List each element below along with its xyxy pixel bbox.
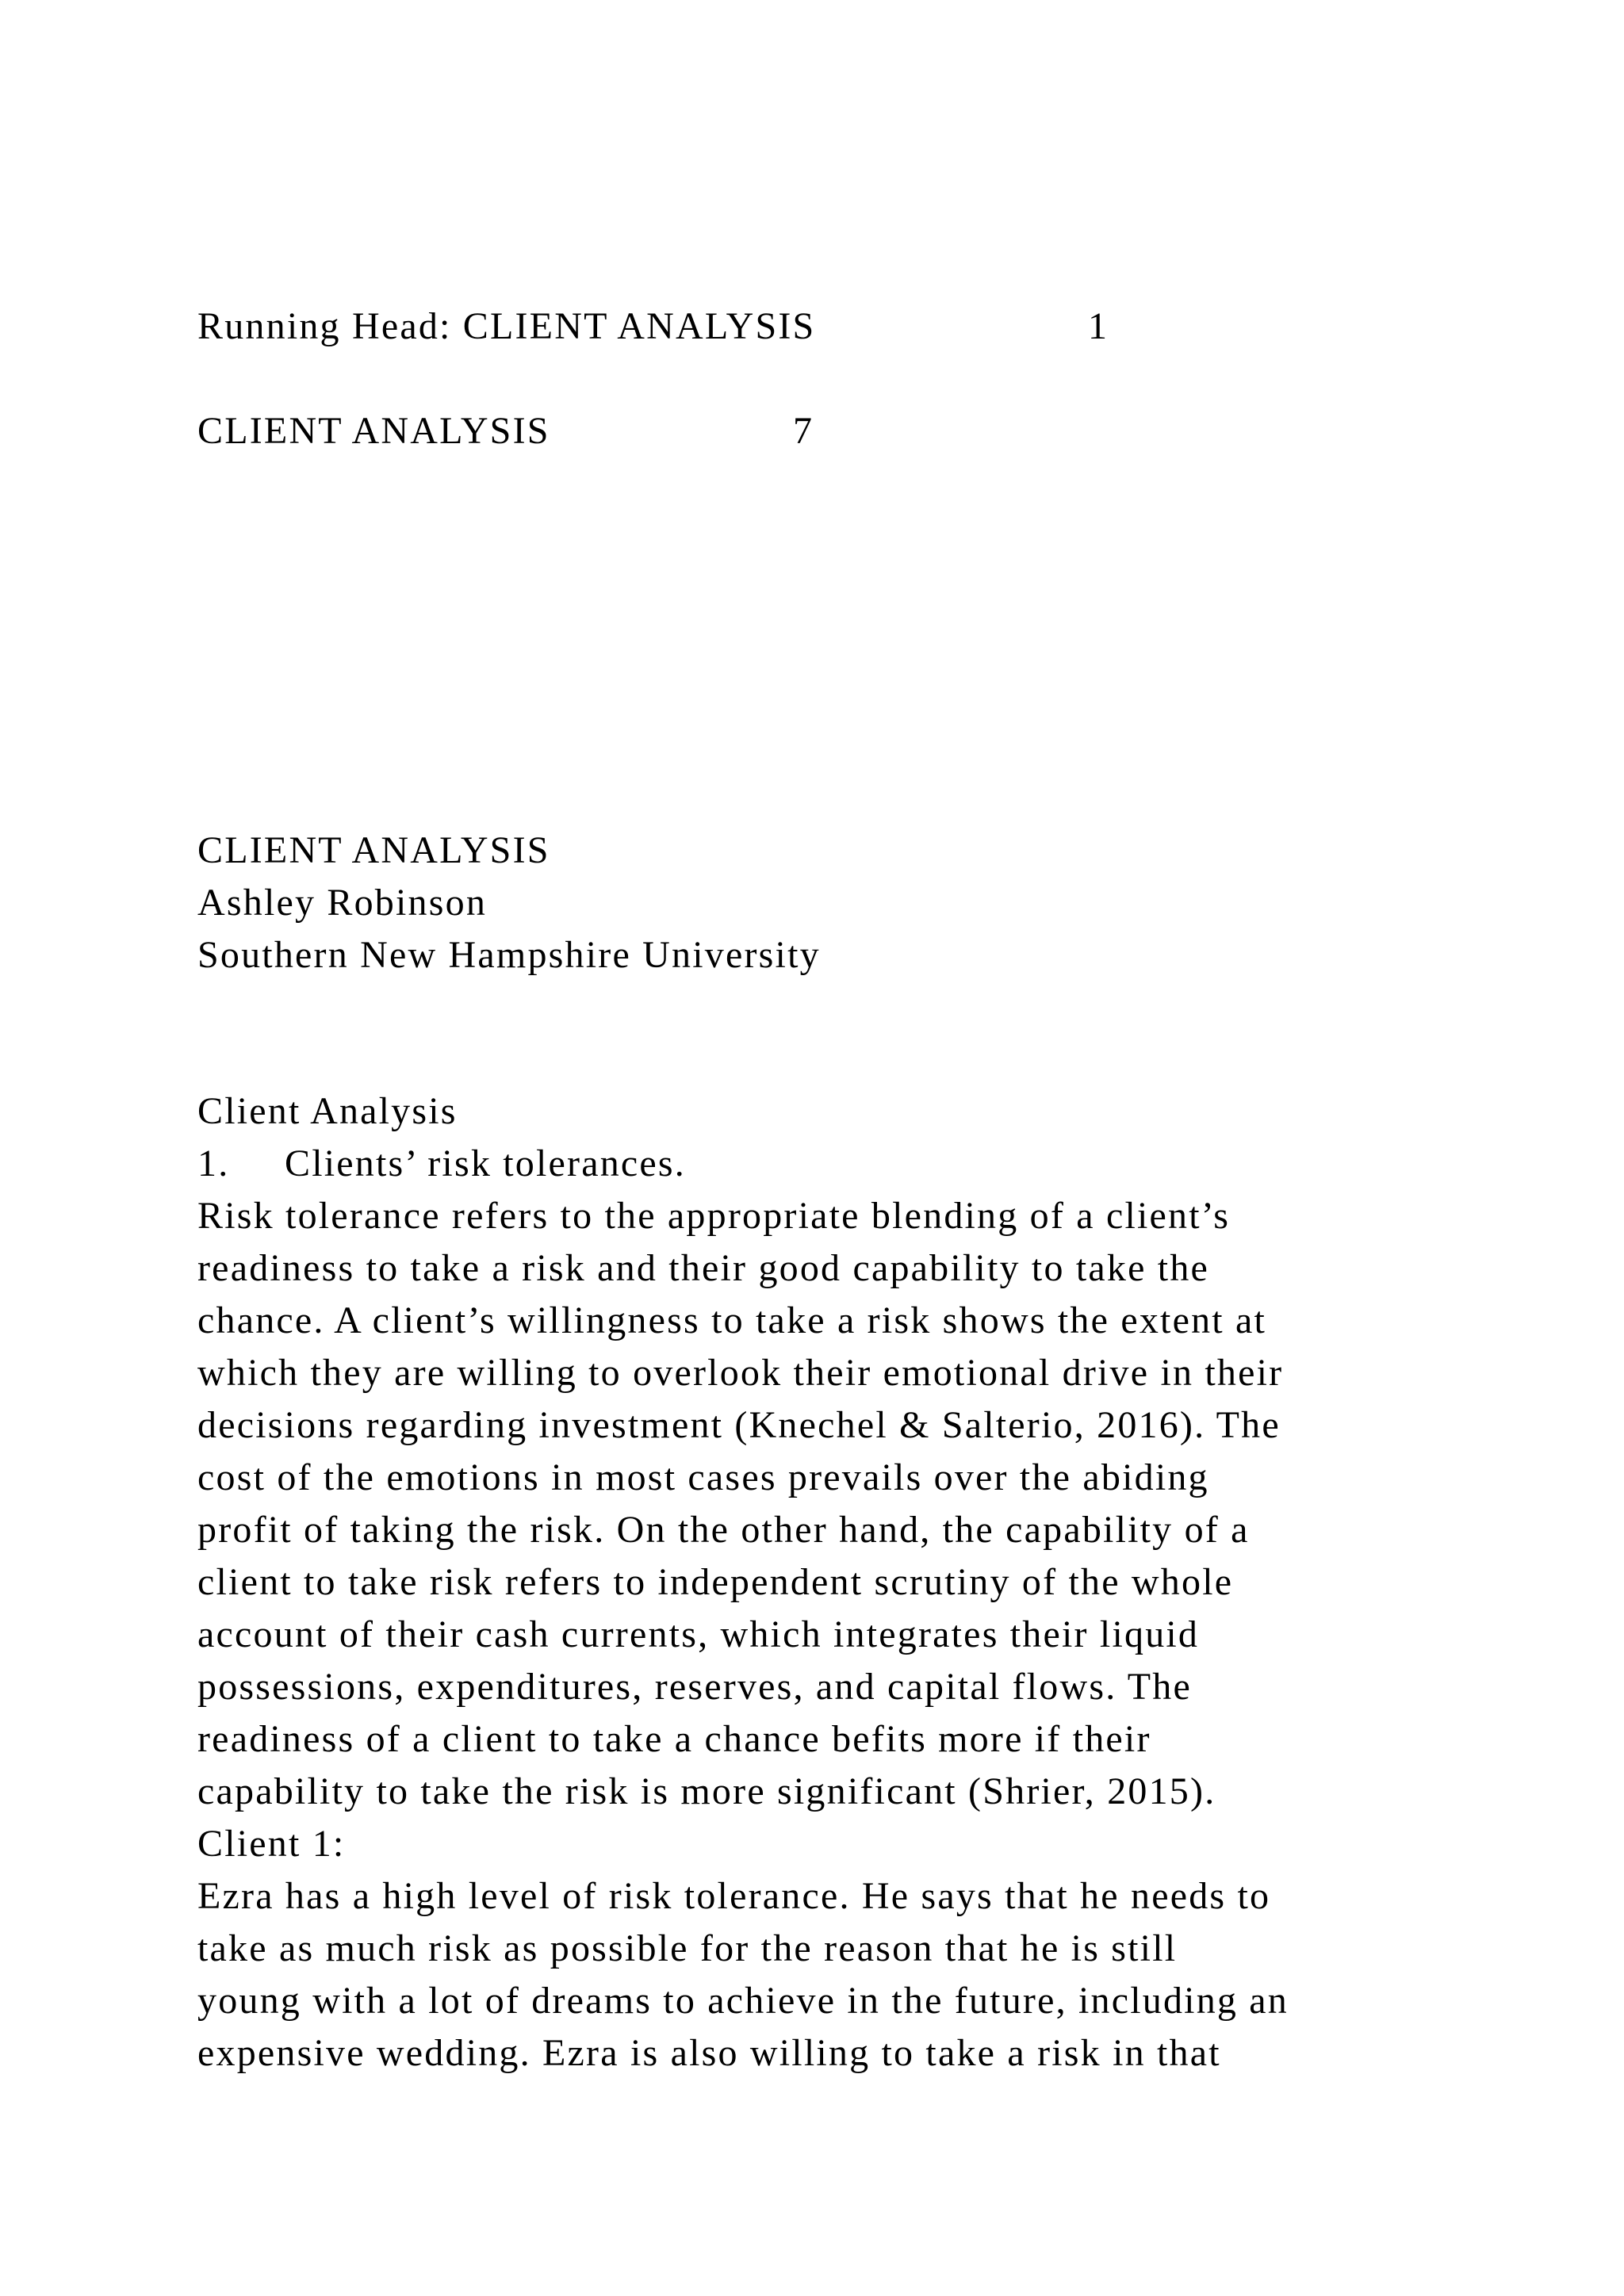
short-title-header: CLIENT ANALYSIS <box>197 410 550 452</box>
list-number: 1. <box>197 1142 230 1184</box>
paragraph-line: possessions, expenditures, reserves, and capital flows. The <box>197 1666 1192 1708</box>
running-head: Running Head: CLIENT ANALYSIS <box>197 305 816 347</box>
paragraph-line: Risk tolerance refers to the appropriate blending of a client’s <box>197 1195 1231 1237</box>
paper-title: CLIENT ANALYSIS <box>197 829 550 871</box>
paragraph-line: readiness of a client to take a chance befits more if their <box>197 1718 1151 1760</box>
paragraph-line: decisions regarding investment (Knechel & Salterio, 2016). The <box>197 1404 1281 1446</box>
paragraph-line: take as much risk as possible for the reason that he is still <box>197 1927 1178 1969</box>
section-title: Client Analysis <box>197 1090 458 1132</box>
paragraph-line: chance. A client’s willingness to take a risk shows the extent at <box>197 1299 1267 1341</box>
list-item-text: Clients’ risk tolerances. <box>285 1142 686 1184</box>
paragraph-line: capability to take the risk is more significant (Shrier, 2015). <box>197 1770 1216 1812</box>
paragraph-line: expensive wedding. Ezra is also willing to take a risk in that <box>197 2032 1221 2074</box>
paragraph-line: Ezra has a high level of risk tolerance. He says that he needs to <box>197 1875 1271 1917</box>
author-name: Ashley Robinson <box>197 882 488 924</box>
paragraph-line: cost of the emotions in most cases prevails over the abiding <box>197 1456 1209 1498</box>
paragraph-line: which they are willing to overlook their emotional drive in their <box>197 1352 1284 1394</box>
institution-name: Southern New Hampshire University <box>197 934 821 976</box>
paragraph-line: readiness to take a risk and their good capability to take the <box>197 1247 1210 1289</box>
list-item <box>197 1138 686 1190</box>
client-1-label: Client 1: <box>197 1823 346 1865</box>
running-head-page-number: 1 <box>1088 305 1107 347</box>
paragraph-line: profit of taking the risk. On the other hand, the capability of a <box>197 1509 1250 1551</box>
paragraph-line: account of their cash currents, which integrates their liquid <box>197 1613 1200 1655</box>
short-title-page-number: 7 <box>793 410 812 452</box>
paragraph-line: client to take risk refers to independent scrutiny of the whole <box>197 1561 1234 1603</box>
paragraph-line: young with a lot of dreams to achieve in the future, including an <box>197 1980 1289 2022</box>
